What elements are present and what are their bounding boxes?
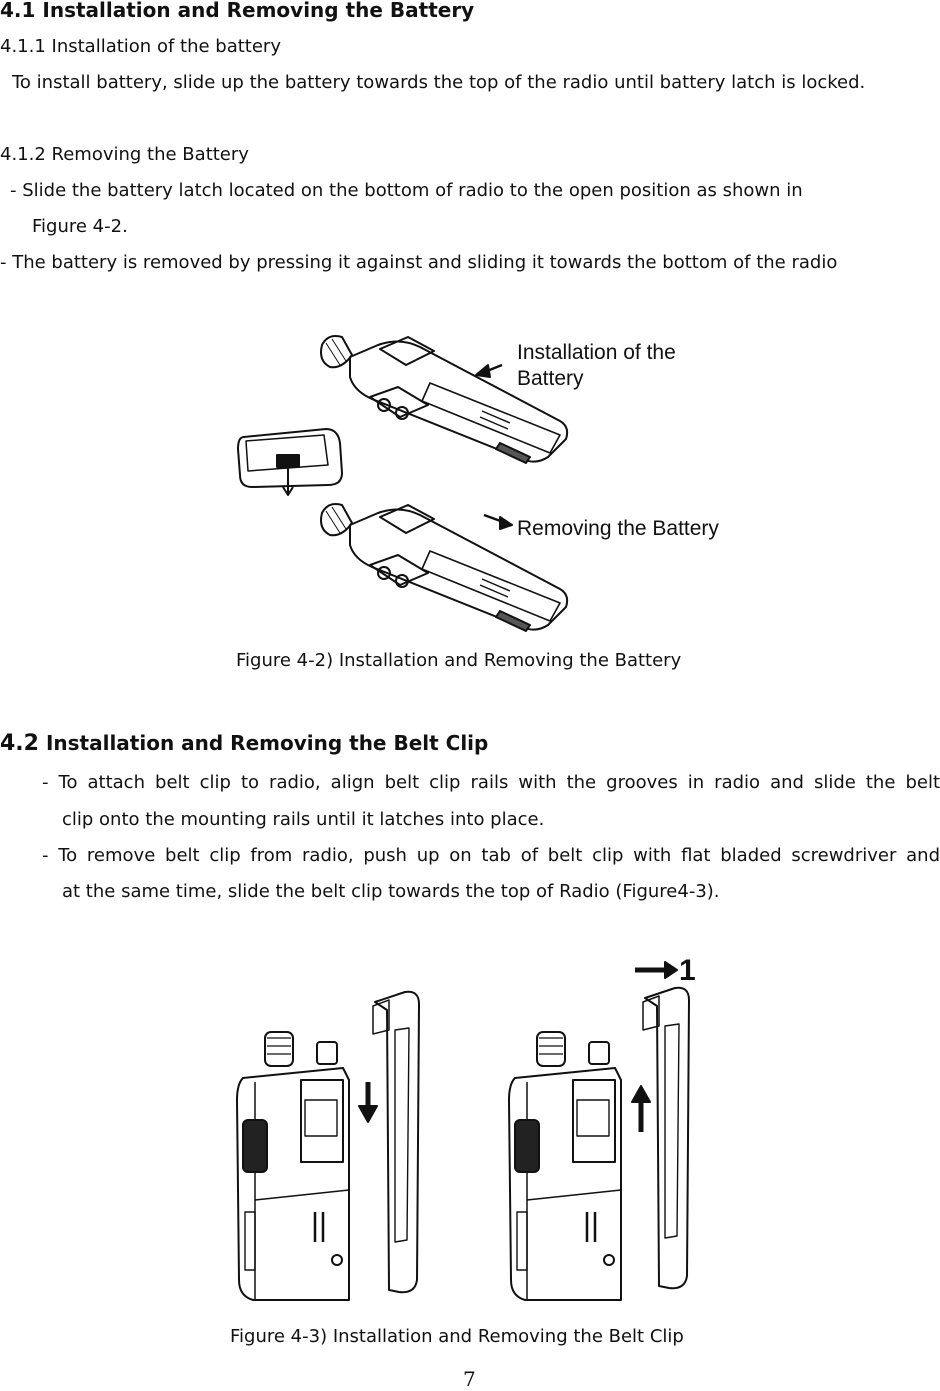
radio-left <box>237 1032 349 1300</box>
battery-installation-illustration <box>230 325 760 640</box>
label-install-line2: Battery <box>517 367 584 390</box>
figure-4-3-caption: Figure 4-3) Installation and Removing the Belt Clip <box>230 1326 684 1347</box>
belt-clip-illustration <box>225 950 725 1310</box>
removal-step-1: - Slide the battery latch located on the bottom of radio to the open position as shown in <box>10 180 803 201</box>
up-arrow-icon <box>632 1086 650 1132</box>
belt-clip-remove-line1: - To remove belt clip from radio, push up on tab of belt clip with flat bladed screwdriver and <box>42 845 940 866</box>
section-number-4-2: 4.2 <box>0 731 39 756</box>
label-install-line1: Installation of the <box>517 341 676 364</box>
subsection-title-4-1-1: 4.1.1 Installation of the battery <box>0 36 281 57</box>
down-arrow-icon <box>359 1082 377 1122</box>
belt-clip-attach-line2: clip onto the mounting rails until it latches into place. <box>62 809 545 830</box>
step-number-label: 1 <box>679 954 696 987</box>
label-remove: Removing the Battery <box>517 517 719 540</box>
removal-step-1-cont: Figure 4-2. <box>32 216 128 237</box>
page-number: 7 <box>463 1367 476 1391</box>
belt-clip-left <box>373 992 419 1293</box>
removal-step-2: - The battery is removed by pressing it against and sliding it towards the bottom of the radio <box>0 252 838 273</box>
section-title-4-2: Installation and Removing the Belt Clip <box>45 731 489 755</box>
figure-4-2-caption: Figure 4-2) Installation and Removing the Battery <box>236 650 682 671</box>
battery-latch-closeup <box>238 429 342 495</box>
right-arrow-icon <box>635 962 677 978</box>
belt-clip-attach-line1: - To attach belt clip to radio, align belt clip rails with the grooves in radio and slide the belt <box>42 772 940 793</box>
subsection-title-4-1-2: 4.1.2 Removing the Battery <box>0 144 249 165</box>
section-heading-4-1: 4.1 Installation and Removing the Battery <box>0 0 475 22</box>
belt-clip-right <box>643 988 689 1289</box>
subsection-text-4-1-1: To install battery, slide up the battery towards the top of the radio until battery latch is locked. <box>12 72 866 93</box>
radio-right <box>509 1032 621 1300</box>
section-heading-4-2 <box>0 731 488 756</box>
belt-clip-remove-line2: at the same time, slide the belt clip towards the top of Radio (Figure4-3). <box>62 881 720 902</box>
